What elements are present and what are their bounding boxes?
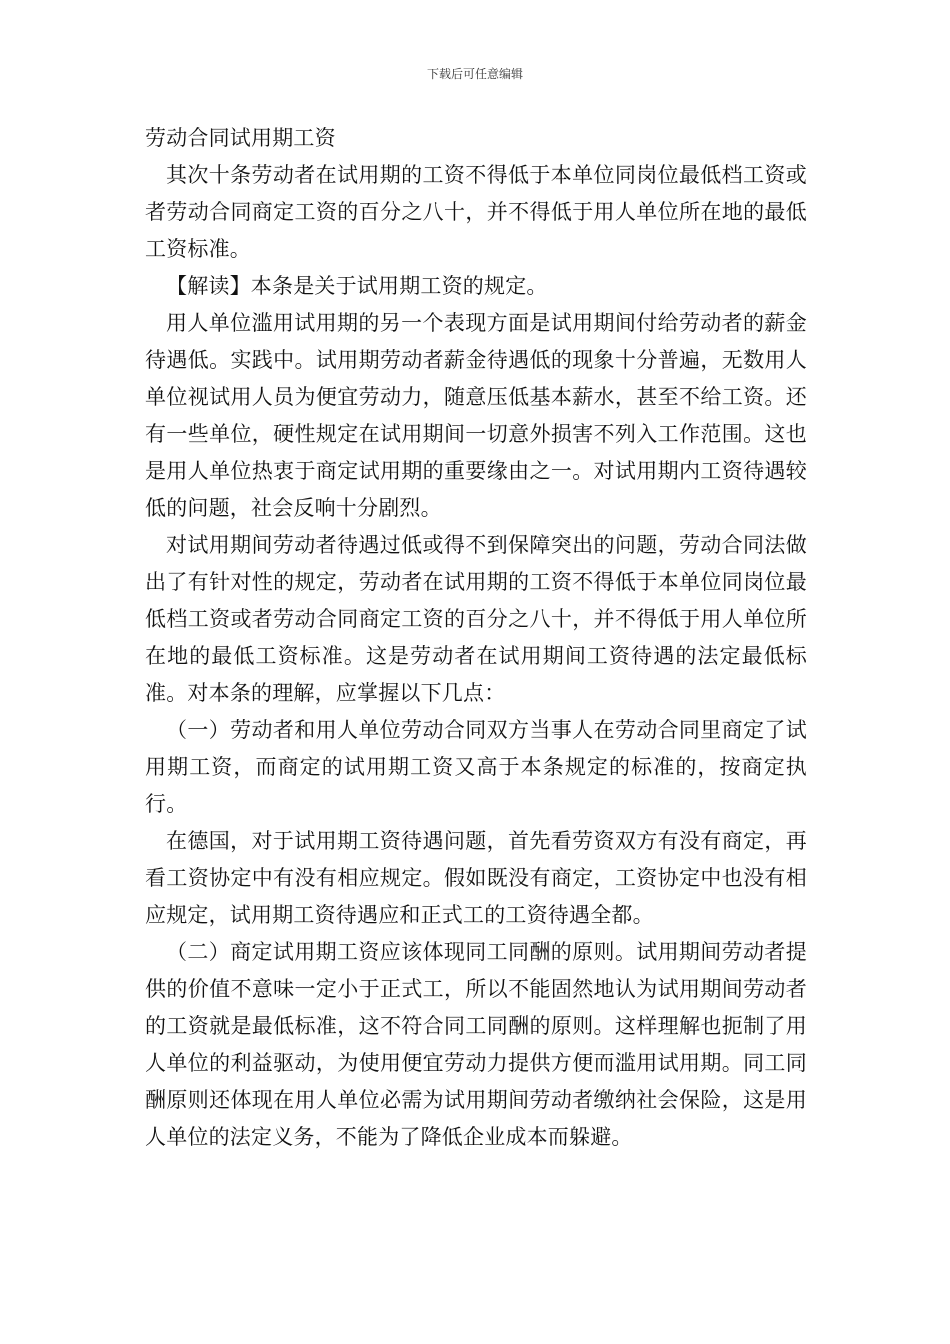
paragraph-point-two: （二）商定试用期工资应该体现同工同酬的原则。试用期间劳动者提供的价值不意味一定小于正式工，所以不能固然地认为试用期间劳动者的工资就是最低标准，这不符合同工同酬的原则。这样理解也扼制了用人单位的利益驱动，为使用便宜劳动力提供方便而滥用试用期。同工同酬原则还体现在用人单位必需为试用期间劳动者缴纳社会保险，这是用人单位的法定义务，不能为了降低企业成本而躲避。: [145, 940, 807, 1149]
paragraph-germany: 在德国，对于试用期工资待遇问题，首先看劳资双方有没有商定，再看工资协定中有没有相应规定。假如既没有商定，工资协定中也没有相应规定，试用期工资待遇应和正式工的工资待遇全都。: [145, 829, 807, 927]
document-body: [145, 120, 807, 1156]
paragraph-interpretation: 【解读】本条是关于试用期工资的规定。: [166, 274, 548, 298]
paragraph-point-one: （一）劳动者和用人单位劳动合同双方当事人在劳动合同里商定了试用期工资，而商定的试用期工资又高于本条规定的标准的，按商定执行。: [145, 718, 807, 816]
paragraph-article: 其次十条劳动者在试用期的工资不得低于本单位同岗位最低档工资或者劳动合同商定工资的百分之八十，并不得低于用人单位所在地的最低工资标准。: [145, 163, 807, 261]
document-title: 劳动合同试用期工资: [145, 126, 336, 150]
page-header-note: 下载后可任意编辑: [426, 67, 523, 81]
paragraph-law-provision: 对试用期间劳动者待遇过低或得不到保障突出的问题，劳动合同法做出了有针对性的规定，劳动者在试用期的工资不得低于本单位同岗位最低档工资或者劳动合同商定工资的百分之八十，并不得低于用人单位所在地的最低工资标准。这是劳动者在试用期间工资待遇的法定最低标准。对本条的理解，应掌握以下几点：: [145, 533, 807, 705]
paragraph-abuse: 用人单位滥用试用期的另一个表现方面是试用期间付给劳动者的薪金待遇低。实践中。试用期劳动者薪金待遇低的现象十分普遍，无数用人单位视试用人员为便宜劳动力，随意压低基本薪水，甚至不给工资。还有一些单位，硬性规定在试用期间一切意外损害不列入工作范围。这也是用人单位热衷于商定试用期的重要缘由之一。对试用期内工资待遇较低的问题，社会反响十分剧烈。: [145, 311, 807, 520]
